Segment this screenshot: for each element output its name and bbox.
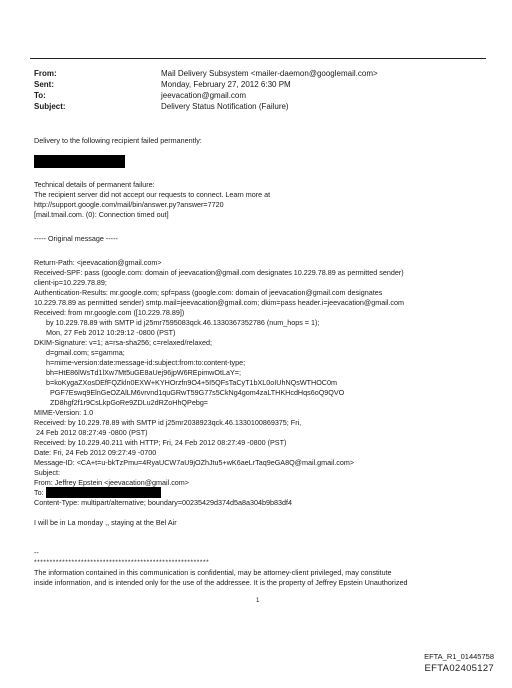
received-spf-2: client-ip=10.229.78.89; — [34, 278, 107, 287]
subject-label: Subject: — [34, 102, 66, 111]
from-label: From: — [34, 69, 57, 78]
tech-details-2: The recipient server did not accept our requests to connect. Learn more at — [34, 190, 271, 199]
header-rule — [30, 58, 486, 59]
dkim-1: DKIM-Signature: v=1; a=rsa-sha256; c=relaxed/relaxed; — [34, 338, 212, 347]
from-value: Mail Delivery Subsystem <mailer-daemon@googlemail.com> — [161, 69, 378, 78]
to-label: To: — [34, 91, 46, 100]
dkim-7: ZD8hgf2f1r9CsLkpGoRe9ZDLu2dRZoHhQPebg= — [50, 398, 209, 407]
received2-2: 24 Feb 2012 08:27:49 -0800 (PST) — [36, 428, 148, 437]
received-3: Mon, 27 Feb 2012 10:29:12 -0800 (PST) — [46, 328, 176, 337]
received-2: by 10.229.78.89 with SMTP id j25mr7595083qck.46.1330367352786 (num_hops = 1); — [46, 318, 320, 327]
received-1: Received: from mr.google.com ([10.229.78.89]) — [34, 308, 185, 317]
delivery-failed-text: Delivery to the following recipient failed permanently: — [34, 136, 202, 145]
redaction-recipient — [34, 155, 125, 168]
asterisk-divider: ******************************************************** — [34, 559, 210, 566]
sent-row — [34, 79, 378, 90]
to-row — [34, 90, 378, 101]
dkim-4: bh=HtE86lWsTd1lXw7Mt5uGE8aUej96jpW6REpimwOtLaY=; — [46, 368, 241, 377]
page-number: 1 — [256, 598, 260, 604]
received-spf-1: Received-SPF: pass (google.com: domain of jeevacation@gmail.com designates 10.229.78.89 as permitted sender) — [34, 268, 404, 277]
subject-row — [34, 101, 378, 112]
bates-number-2: EFTA02405127 — [424, 663, 494, 674]
dkim-2: d=gmail.com; s=gamma; — [46, 348, 125, 357]
tech-details-1: Technical details of permanent failure: — [34, 180, 155, 189]
dkim-5: b=koKygaZXosDEfFQZkln0EXW+KYHOrzfn9O4+5I5QFsTaCyT1bXL0oIUhNQsWTHOC0m — [46, 378, 337, 387]
email-header — [34, 68, 378, 112]
subject-line: Subject: — [34, 468, 60, 477]
confidentiality-2: inside information, and is intended only for the use of the addressee. It is the property of Jeffrey Epstein Unauthorized — [34, 578, 408, 587]
to-line: To: — [34, 488, 44, 497]
message-text: I will be in La monday ,, staying at the Bel Air — [34, 518, 177, 527]
auth-results-2: 10.229.78.89 as permitted sender) smtp.mail=jeevacation@gmail.com; dkim=pass header.i=jeevacation@gmail.com — [34, 298, 404, 307]
message-id: Message-ID: <CA+t=u-bkTzPmu=4RyaUCW7aU9jOZhJtu5+wK6aeLrTaq9eGA8Q@mail.gmail.com> — [34, 458, 355, 467]
tech-details-3: http://support.google.com/mail/bin/answer.py?answer=7720 — [34, 200, 224, 209]
auth-results-1: Authentication-Results: mr.google.com; spf=pass (google.com: domain of jeevacation@gmail.com designates — [34, 288, 383, 297]
from-line: From: Jeffrey Epstein <jeevacation@gmail.com> — [34, 478, 189, 487]
to-value: jeevacation@gmail.com — [161, 91, 247, 100]
received3: Received: by 10.229.40.211 with HTTP; Fri, 24 Feb 2012 08:27:49 -0800 (PST) — [34, 438, 287, 447]
original-message-marker: ----- Original message ----- — [34, 234, 118, 243]
mime-version: MIME-Version: 1.0 — [34, 408, 94, 417]
content-type: Content-Type: multipart/alternative; boundary=00235429d374d5a8a304b9b83df4 — [34, 498, 292, 507]
dkim-3: h=mime-version:date:message-id:subject:from:to:content-type; — [46, 358, 246, 367]
return-path: Return-Path: <jeevacation@gmail.com> — [34, 258, 162, 267]
dkim-6: PGF7Eswq9ElnGeOZAlLM6vrvnd1quGRwT59G77s5CkNg4gom4zaLTHKHcdHqs6oQ9QVO — [50, 388, 345, 397]
tech-details-4: [mail.tmail.com. (0): Connection timed out] — [34, 210, 169, 219]
signature-dashes: -- — [34, 548, 39, 557]
redaction-to — [46, 487, 161, 498]
sent-label: Sent: — [34, 80, 54, 89]
from-row — [34, 68, 378, 79]
received2-1: Received: by 10.229.78.89 with SMTP id j25mr2038923qck.46.1330100869375; Fri, — [34, 418, 302, 427]
sent-value: Monday, February 27, 2012 6:30 PM — [161, 80, 291, 89]
date-line: Date: Fri, 24 Feb 2012 09:27:49 -0700 — [34, 448, 157, 457]
confidentiality-1: The information contained in this communication is confidential, may be attorney-client privileged, may constitute — [34, 568, 392, 577]
bates-number-1: EFTA_R1_01445758 — [424, 652, 494, 661]
subject-value: Delivery Status Notification (Failure) — [161, 102, 289, 111]
